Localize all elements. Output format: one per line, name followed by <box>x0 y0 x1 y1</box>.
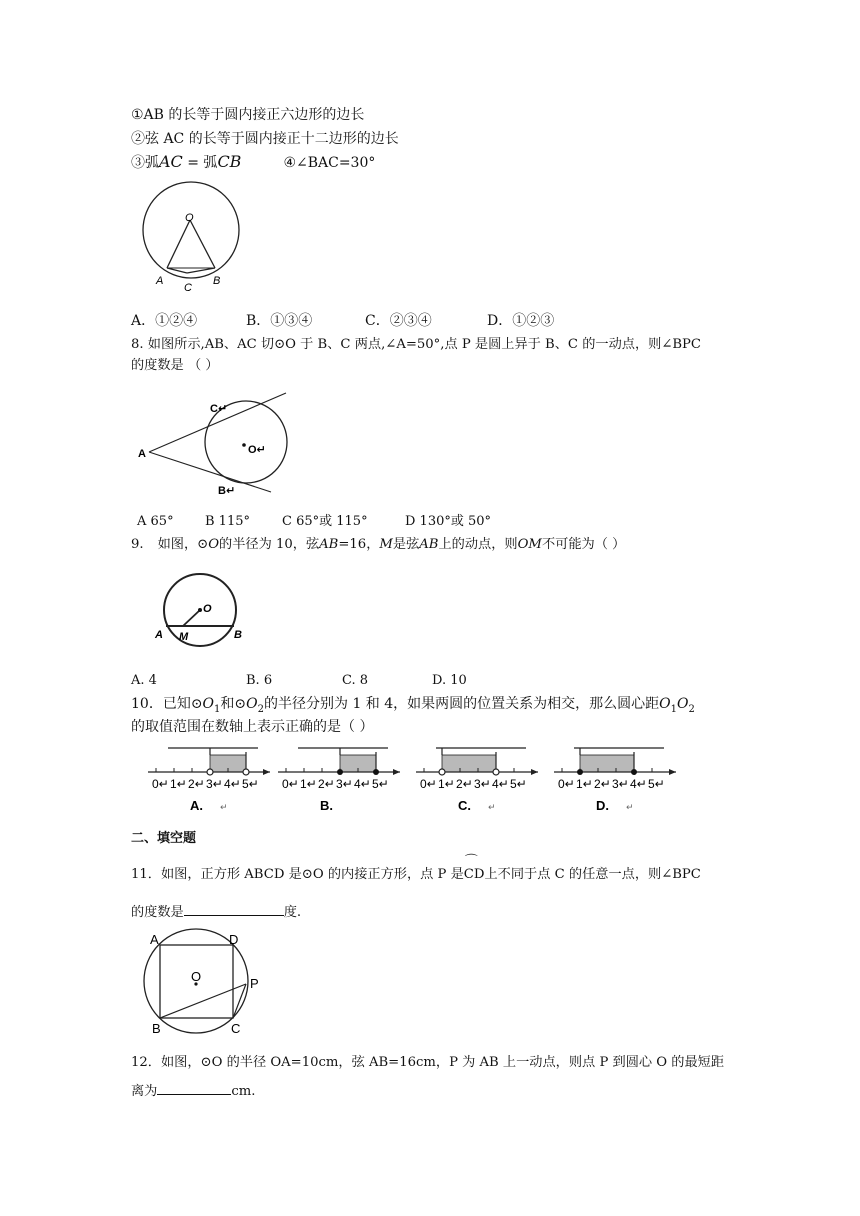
q10-option-3-tick-label-1: 1↵ <box>576 777 593 791</box>
q10-option-3-tick-label-2: 2↵ <box>594 777 611 791</box>
q10-option-0-tick-label-1: 1↵ <box>170 777 187 791</box>
q12-text-line-1: 12．如图，⊙O 的半径 OA=10cm，弦 AB=16cm，P 为 AB 上一动点，则点 P 到圆心 O 的最短距 <box>131 1055 725 1070</box>
q10-var-o1: O <box>202 696 215 712</box>
q9-circle-figure <box>150 570 250 652</box>
q7-circle-figure <box>138 180 244 300</box>
q10-option-3-mark: ↵ <box>626 802 634 812</box>
q8-text-line-1: 8. 如图所示,AB、AC 切⊙O 于 B、C 两点,∠A=50°,点 P 是圆上异于 B、C 的一动点，则∠BPC <box>131 337 702 352</box>
q10-option-2-tick-label-4: 4↵ <box>492 777 509 791</box>
q9-var-m: M <box>379 537 393 552</box>
q10-option-0-tick-label-2: 2↵ <box>188 777 205 791</box>
q10-option-3-tick-label-4: 4↵ <box>630 777 647 791</box>
q10-sub-2: 2 <box>257 703 264 715</box>
q10-option-1-tick-label-0: 0↵ <box>282 777 299 791</box>
q7-label-c: C <box>184 282 192 294</box>
q11-arc-label: CD <box>463 867 485 882</box>
q7-option-a: A．①②④ <box>131 313 198 329</box>
q9-text <box>131 536 625 554</box>
q10-option-2-shaded-range <box>442 755 496 772</box>
q8-tangent-ab <box>149 452 271 492</box>
q10-option-1-tick-label-1: 1↵ <box>300 777 317 791</box>
q9-text-part-5: 上的动点，则 <box>438 537 518 552</box>
q10-option-1-arrow-icon <box>393 769 400 775</box>
q7-statement-2: ②弦 AC 的长等于圆内接正十二边形的边长 <box>131 131 399 147</box>
q7-option-c: C．②③④ <box>365 313 432 329</box>
q8-label-a: A <box>138 448 146 460</box>
q9-option-c: C. 8 <box>342 673 369 688</box>
q7-arc-cb: CB <box>217 152 242 171</box>
q8-option-a: A 65° <box>137 514 174 529</box>
q7-label-o: O <box>185 212 194 224</box>
q10-option-0-tick-label-5: 5↵ <box>242 777 259 791</box>
q10-text-line-1 <box>131 695 695 719</box>
q8-option-b: B 115° <box>205 514 250 529</box>
q8-option-c: C 65°或 115° <box>282 514 368 529</box>
q7-label-b: B <box>213 275 221 287</box>
q9-label-m: M <box>179 631 189 643</box>
q9-label-b: B <box>234 629 242 641</box>
q8-option-d: D 130°或 50° <box>405 514 492 529</box>
q10-text-part-3: 的半径分别为 1 和 4，如果两圆的位置关系为相交，那么圆心距 <box>264 696 660 712</box>
q10-option-1-filled-dot-3 <box>337 769 343 775</box>
q9-option-b: B. 6 <box>246 673 273 688</box>
q8-label-o: O↵ <box>248 444 266 456</box>
q7-segment-oa <box>167 220 190 268</box>
q12-answer-blank[interactable] <box>157 1080 231 1095</box>
q11-square-figure <box>140 926 270 1038</box>
q11-label-o: O <box>191 969 202 984</box>
q10-option-3-arrow-icon <box>669 769 676 775</box>
q9-var-o: O <box>208 537 220 552</box>
q10-option-1-filled-dot-5 <box>373 769 379 775</box>
q10-option-3-tick-label-0: 0↵ <box>558 777 575 791</box>
q7-circle <box>143 182 239 278</box>
q11-label-c: C <box>231 1021 241 1036</box>
q10-option-0-tick-label-4: 4↵ <box>224 777 241 791</box>
q9-text-part-2: 的半径为 10，弦 <box>219 537 320 552</box>
q8-label-c: C↵ <box>210 403 228 415</box>
q9-var-ab: AB <box>319 537 339 552</box>
q10-option-label-d: D. <box>596 798 609 813</box>
q10-var-o2-b: O <box>677 696 689 712</box>
q12-text-part-1: 离为 <box>131 1084 158 1099</box>
q7-statement-3-prefix: ③弧 <box>131 155 159 171</box>
q9-text-part-6: 不可能为（ ） <box>541 537 626 552</box>
q10-text-part-1: 10．已知⊙ <box>131 696 203 712</box>
q10-option-2-tick-label-1: 1↵ <box>438 777 455 791</box>
q9-center-dot <box>198 608 202 612</box>
q10-option-0-open-dot-5 <box>243 769 249 775</box>
q7-statement-4: ④∠BAC=30° <box>283 155 376 171</box>
q8-center-dot <box>242 443 246 447</box>
q10-option-2-tick-label-2: 2↵ <box>456 777 473 791</box>
q11-label-d: D <box>229 932 239 947</box>
q7-statement-3-eq: = 弧 <box>182 155 218 171</box>
q10-option-2-open-dot-4 <box>493 769 499 775</box>
q7-arc-ac: AC <box>159 152 183 171</box>
q10-var-o1-b: O <box>659 696 671 712</box>
arc-symbol-icon: ⌒ <box>464 854 478 869</box>
q10-text-line-2: 的取值范围在数轴上表示正确的是（ ） <box>131 719 374 735</box>
q10-option-2-tick-label-0: 0↵ <box>420 777 437 791</box>
q10-option-label-a: A. <box>190 798 203 813</box>
q10-sub-1: 1 <box>214 703 221 715</box>
q10-option-0-arrow-icon <box>263 769 270 775</box>
q10-option-0-tick-label-0: 0↵ <box>152 777 169 791</box>
q7-option-d: D．①②③ <box>487 313 555 329</box>
q7-option-b: B．①③④ <box>246 313 313 329</box>
q11-text-part-4: 度. <box>283 905 302 920</box>
q10-option-3-shaded-range <box>580 755 634 772</box>
q11-text-line-2 <box>131 901 301 922</box>
section-2-title: 二、填空题 <box>131 831 197 846</box>
q11-text-part-2: 上不同于点 C 的任意一点，则∠BPC <box>484 867 701 882</box>
q9-var-ab-2: AB <box>419 537 439 552</box>
q9-label-a: A <box>155 629 163 641</box>
q9-number: 9. <box>131 537 144 552</box>
q11-text-line-1 <box>131 854 701 884</box>
q11-answer-blank[interactable] <box>184 901 284 916</box>
q10-var-o2: O <box>246 696 258 712</box>
q10-option-3-tick-label-3: 3↵ <box>612 777 629 791</box>
q10-option-label-b: B. <box>320 798 333 813</box>
q10-option-0-tick-label-3: 3↵ <box>206 777 223 791</box>
q9-var-om: OM <box>517 537 542 552</box>
q10-option-1-tick-label-3: 3↵ <box>336 777 353 791</box>
q9-text-part-4: 是弦 <box>392 537 420 552</box>
q10-option-2-open-dot-1 <box>439 769 445 775</box>
q10-option-3-tick-label-5: 5↵ <box>648 777 665 791</box>
q10-number-line-options <box>140 742 690 822</box>
q10-option-2-tick-label-3: 3↵ <box>474 777 491 791</box>
q9-text-part-3: =16， <box>338 537 380 552</box>
q10-option-2-tick-label-5: 5↵ <box>510 777 527 791</box>
q10-sub-1-b: 1 <box>670 703 678 715</box>
q7-segment-ob <box>190 220 215 268</box>
q11-arc-cd <box>463 854 485 884</box>
q9-option-a: A. 4 <box>131 673 157 688</box>
q10-option-2-arrow-icon <box>531 769 538 775</box>
q10-option-1-tick-label-4: 4↵ <box>354 777 371 791</box>
q11-text-part-1: 11．如图，正方形 ABCD 是⊙O 的内接正方形，点 P 是 <box>131 867 464 882</box>
q12-text-line-2 <box>131 1080 255 1101</box>
q11-label-p: P <box>250 976 259 991</box>
q10-option-3-filled-dot-4 <box>631 769 637 775</box>
q7-statement-3 <box>131 153 375 172</box>
q10-option-1-tick-label-2: 2↵ <box>318 777 335 791</box>
q7-statement-1: ①AB 的长等于圆内接正六边形的边长 <box>131 107 365 123</box>
q9-label-o: O <box>203 603 212 615</box>
q10-option-3-filled-dot-1 <box>577 769 583 775</box>
q9-option-d: D. 10 <box>432 673 467 688</box>
q11-label-b: B <box>152 1021 161 1036</box>
q10-sub-2-b: 2 <box>688 703 695 715</box>
q8-text-line-2: 的度数是 （ ） <box>131 358 219 373</box>
q8-label-b: B↵ <box>218 485 236 497</box>
q10-option-label-c: C. <box>458 798 471 813</box>
q9-segment-om <box>183 610 200 626</box>
q10-text-part-2: 和⊙ <box>220 696 247 712</box>
q11-label-a: A <box>150 932 159 947</box>
q10-option-2-mark: ↵ <box>488 802 496 812</box>
q10-option-0-open-dot-3 <box>207 769 213 775</box>
q11-text-part-3: 的度数是 <box>131 905 184 920</box>
q10-option-0-mark: ↵ <box>220 802 228 812</box>
q8-tangent-figure <box>136 385 296 503</box>
q7-segment-cb <box>187 268 215 273</box>
q12-text-part-2: cm. <box>231 1084 256 1099</box>
q7-segment-ac <box>167 268 187 273</box>
q10-option-1-tick-label-5: 5↵ <box>372 777 389 791</box>
q7-label-a: A <box>156 275 164 287</box>
q9-text-part-1: 如图，⊙ <box>157 537 209 552</box>
